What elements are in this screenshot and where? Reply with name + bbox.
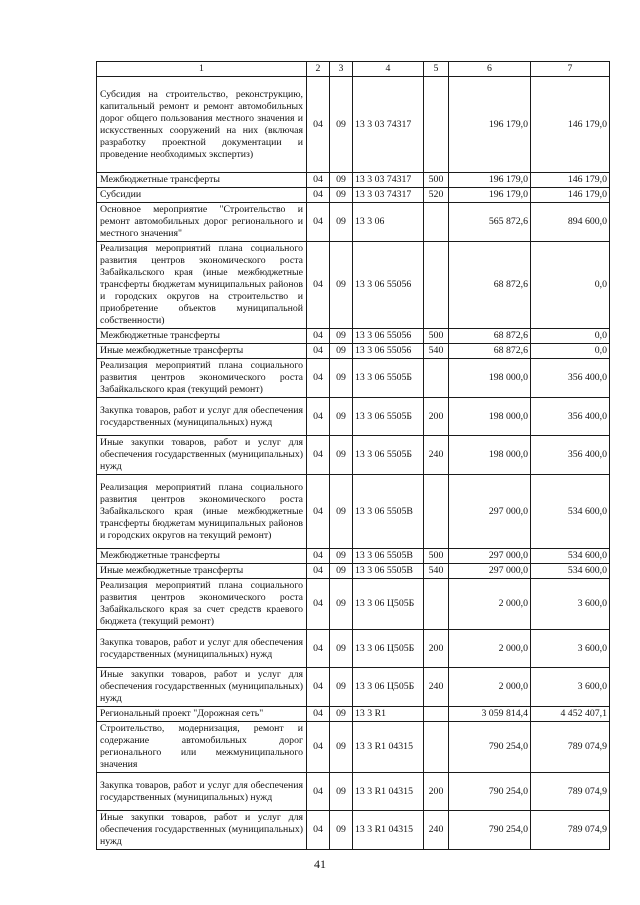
row-subsection: 09 <box>330 398 353 436</box>
table-header-row <box>97 62 610 77</box>
row-description: Реализация мероприятий плана социального развития центров экономического роста Забайкальского края за счет средств краевого бюджета (текущий ремонт) <box>97 579 307 630</box>
row-amount-year2: 894 600,0 <box>531 203 610 242</box>
row-amount-year1: 297 000,0 <box>449 549 531 564</box>
row-description: Закупка товаров, работ и услуг для обеспечения государственных (муниципальных) нужд <box>97 398 307 436</box>
row-amount-year2: 146 179,0 <box>531 173 610 188</box>
row-amount-year1: 297 000,0 <box>449 564 531 579</box>
row-amount-year2: 3 600,0 <box>531 630 610 668</box>
row-target-article: 13 3 06 5505Б <box>353 436 424 475</box>
row-amount-year2: 789 074,9 <box>531 773 610 811</box>
row-amount-year1: 790 254,0 <box>449 811 531 850</box>
row-amount-year1: 196 179,0 <box>449 77 531 173</box>
row-expense-type <box>424 579 449 630</box>
table-row <box>97 707 610 722</box>
row-subsection: 09 <box>330 436 353 475</box>
row-target-article: 13 3 R1 <box>353 707 424 722</box>
row-amount-year2: 3 600,0 <box>531 668 610 707</box>
row-description: Иные закупки товаров, работ и услуг для обеспечения государственных (муниципальных) нужд <box>97 811 307 850</box>
row-description: Межбюджетные трансферты <box>97 549 307 564</box>
row-subsection: 09 <box>330 707 353 722</box>
row-section: 04 <box>307 668 330 707</box>
row-description: Иные межбюджетные трансферты <box>97 564 307 579</box>
row-amount-year2: 534 600,0 <box>531 564 610 579</box>
row-amount-year1: 68 872,6 <box>449 344 531 359</box>
budget-table-container <box>96 61 609 850</box>
row-subsection: 09 <box>330 344 353 359</box>
row-subsection: 09 <box>330 722 353 773</box>
row-target-article: 13 3 06 <box>353 203 424 242</box>
table-row <box>97 811 610 850</box>
row-amount-year1: 68 872,6 <box>449 329 531 344</box>
row-subsection: 09 <box>330 811 353 850</box>
table-row <box>97 173 610 188</box>
row-section: 04 <box>307 188 330 203</box>
row-amount-year2: 3 600,0 <box>531 579 610 630</box>
row-target-article: 13 3 06 5505Б <box>353 359 424 398</box>
row-subsection: 09 <box>330 475 353 549</box>
row-expense-type <box>424 722 449 773</box>
row-amount-year2: 356 400,0 <box>531 436 610 475</box>
row-subsection: 09 <box>330 203 353 242</box>
row-description: Региональный проект "Дорожная сеть" <box>97 707 307 722</box>
table-body <box>97 77 610 850</box>
row-amount-year1: 2 000,0 <box>449 668 531 707</box>
row-expense-type: 500 <box>424 549 449 564</box>
row-section: 04 <box>307 579 330 630</box>
row-amount-year2: 0,0 <box>531 344 610 359</box>
table-row <box>97 436 610 475</box>
row-amount-year2: 356 400,0 <box>531 398 610 436</box>
row-amount-year1: 790 254,0 <box>449 722 531 773</box>
row-target-article: 13 3 06 5505В <box>353 549 424 564</box>
row-description: Реализация мероприятий плана социального развития центров экономического роста Забайкальского края (текущий ремонт) <box>97 359 307 398</box>
row-description: Иные закупки товаров, работ и услуг для обеспечения государственных (муниципальных) нужд <box>97 436 307 475</box>
row-expense-type <box>424 242 449 329</box>
row-amount-year1: 790 254,0 <box>449 773 531 811</box>
row-section: 04 <box>307 564 330 579</box>
row-amount-year1: 2 000,0 <box>449 630 531 668</box>
row-amount-year1: 196 179,0 <box>449 188 531 203</box>
row-section: 04 <box>307 722 330 773</box>
row-target-article: 13 3 06 5505В <box>353 475 424 549</box>
row-expense-type: 500 <box>424 329 449 344</box>
header-cell: 5 <box>424 62 449 77</box>
table-row <box>97 722 610 773</box>
row-subsection: 09 <box>330 668 353 707</box>
row-target-article: 13 3 06 Ц505Б <box>353 579 424 630</box>
row-amount-year1: 198 000,0 <box>449 359 531 398</box>
table-row <box>97 630 610 668</box>
header-cell: 3 <box>330 62 353 77</box>
row-expense-type <box>424 203 449 242</box>
row-amount-year1: 196 179,0 <box>449 173 531 188</box>
row-subsection: 09 <box>330 564 353 579</box>
row-amount-year2: 146 179,0 <box>531 188 610 203</box>
row-expense-type <box>424 359 449 398</box>
row-amount-year1: 2 000,0 <box>449 579 531 630</box>
table-row <box>97 549 610 564</box>
header-cell: 1 <box>97 62 307 77</box>
table-row <box>97 203 610 242</box>
row-target-article: 13 3 06 55056 <box>353 329 424 344</box>
row-amount-year2: 146 179,0 <box>531 77 610 173</box>
header-cell: 6 <box>449 62 531 77</box>
row-amount-year2: 356 400,0 <box>531 359 610 398</box>
table-row <box>97 242 610 329</box>
row-description: Иные закупки товаров, работ и услуг для обеспечения государственных (муниципальных) нужд <box>97 668 307 707</box>
row-section: 04 <box>307 811 330 850</box>
table-row <box>97 398 610 436</box>
header-cell: 4 <box>353 62 424 77</box>
row-description: Реализация мероприятий плана социального развития центров экономического роста Забайкальского края (иные межбюджетные трансферты бюджетам муниципальных районов и городских округов на текущий ремонт) <box>97 475 307 549</box>
row-subsection: 09 <box>330 579 353 630</box>
row-target-article: 13 3 R1 04315 <box>353 722 424 773</box>
row-description: Межбюджетные трансферты <box>97 329 307 344</box>
row-amount-year2: 534 600,0 <box>531 549 610 564</box>
table-row <box>97 579 610 630</box>
row-expense-type <box>424 707 449 722</box>
page-number: 41 <box>314 857 326 871</box>
row-expense-type: 200 <box>424 398 449 436</box>
row-amount-year2: 789 074,9 <box>531 811 610 850</box>
row-expense-type <box>424 77 449 173</box>
row-amount-year2: 0,0 <box>531 329 610 344</box>
row-section: 04 <box>307 203 330 242</box>
row-section: 04 <box>307 475 330 549</box>
row-subsection: 09 <box>330 549 353 564</box>
table-row <box>97 359 610 398</box>
row-amount-year2: 534 600,0 <box>531 475 610 549</box>
row-description: Межбюджетные трансферты <box>97 173 307 188</box>
row-subsection: 09 <box>330 242 353 329</box>
row-target-article: 13 3 06 5505Б <box>353 398 424 436</box>
row-amount-year2: 4 452 407,1 <box>531 707 610 722</box>
row-expense-type: 540 <box>424 564 449 579</box>
row-section: 04 <box>307 773 330 811</box>
row-amount-year1: 198 000,0 <box>449 398 531 436</box>
row-description: Субсидия на строительство, реконструкцию, капитальный ремонт и ремонт автомобильных дорог общего пользования местного значения и искусственных сооружений на них (включая разработку проектной документации и проведение необходимых экспертиз) <box>97 77 307 173</box>
row-target-article: 13 3 03 74317 <box>353 173 424 188</box>
row-amount-year2: 0,0 <box>531 242 610 329</box>
row-expense-type: 240 <box>424 436 449 475</box>
row-section: 04 <box>307 549 330 564</box>
row-description: Реализация мероприятий плана социального развития центров экономического роста Забайкальского края (иные межбюджетные трансферты бюджетам муниципальных районов и городских округов на строительство и приобретение объектов муниципальной собственности) <box>97 242 307 329</box>
row-expense-type: 200 <box>424 630 449 668</box>
row-subsection: 09 <box>330 773 353 811</box>
table-row <box>97 773 610 811</box>
row-subsection: 09 <box>330 173 353 188</box>
row-amount-year1: 68 872,6 <box>449 242 531 329</box>
row-section: 04 <box>307 359 330 398</box>
row-subsection: 09 <box>330 77 353 173</box>
header-cell: 2 <box>307 62 330 77</box>
row-target-article: 13 3 06 Ц505Б <box>353 630 424 668</box>
table-row <box>97 344 610 359</box>
row-description: Закупка товаров, работ и услуг для обеспечения государственных (муниципальных) нужд <box>97 630 307 668</box>
budget-table <box>96 61 610 850</box>
row-description: Закупка товаров, работ и услуг для обеспечения государственных (муниципальных) нужд <box>97 773 307 811</box>
row-subsection: 09 <box>330 630 353 668</box>
row-amount-year1: 297 000,0 <box>449 475 531 549</box>
row-description: Иные межбюджетные трансферты <box>97 344 307 359</box>
table-row <box>97 329 610 344</box>
row-amount-year1: 3 059 814,4 <box>449 707 531 722</box>
header-cell: 7 <box>531 62 610 77</box>
row-expense-type <box>424 475 449 549</box>
row-section: 04 <box>307 344 330 359</box>
row-expense-type: 520 <box>424 188 449 203</box>
row-description: Субсидии <box>97 188 307 203</box>
row-amount-year1: 565 872,6 <box>449 203 531 242</box>
row-target-article: 13 3 06 5505В <box>353 564 424 579</box>
row-section: 04 <box>307 398 330 436</box>
row-subsection: 09 <box>330 359 353 398</box>
row-target-article: 13 3 R1 04315 <box>353 811 424 850</box>
row-target-article: 13 3 06 Ц505Б <box>353 668 424 707</box>
row-expense-type: 200 <box>424 773 449 811</box>
table-row <box>97 564 610 579</box>
row-expense-type: 240 <box>424 811 449 850</box>
row-section: 04 <box>307 630 330 668</box>
row-section: 04 <box>307 329 330 344</box>
row-amount-year2: 789 074,9 <box>531 722 610 773</box>
table-row <box>97 188 610 203</box>
row-target-article: 13 3 06 55056 <box>353 344 424 359</box>
table-row <box>97 77 610 173</box>
row-section: 04 <box>307 77 330 173</box>
row-section: 04 <box>307 707 330 722</box>
row-subsection: 09 <box>330 329 353 344</box>
row-target-article: 13 3 R1 04315 <box>353 773 424 811</box>
row-expense-type: 240 <box>424 668 449 707</box>
row-target-article: 13 3 03 74317 <box>353 188 424 203</box>
row-section: 04 <box>307 173 330 188</box>
row-expense-type: 540 <box>424 344 449 359</box>
row-target-article: 13 3 03 74317 <box>353 77 424 173</box>
row-expense-type: 500 <box>424 173 449 188</box>
table-row <box>97 668 610 707</box>
row-description: Основное мероприятие "Строительство и ремонт автомобильных дорог регионального и местного значения" <box>97 203 307 242</box>
row-subsection: 09 <box>330 188 353 203</box>
row-target-article: 13 3 06 55056 <box>353 242 424 329</box>
table-row <box>97 475 610 549</box>
row-section: 04 <box>307 242 330 329</box>
row-section: 04 <box>307 436 330 475</box>
row-description: Строительство, модернизация, ремонт и содержание автомобильных дорог регионального или межмуниципального значения <box>97 722 307 773</box>
row-amount-year1: 198 000,0 <box>449 436 531 475</box>
